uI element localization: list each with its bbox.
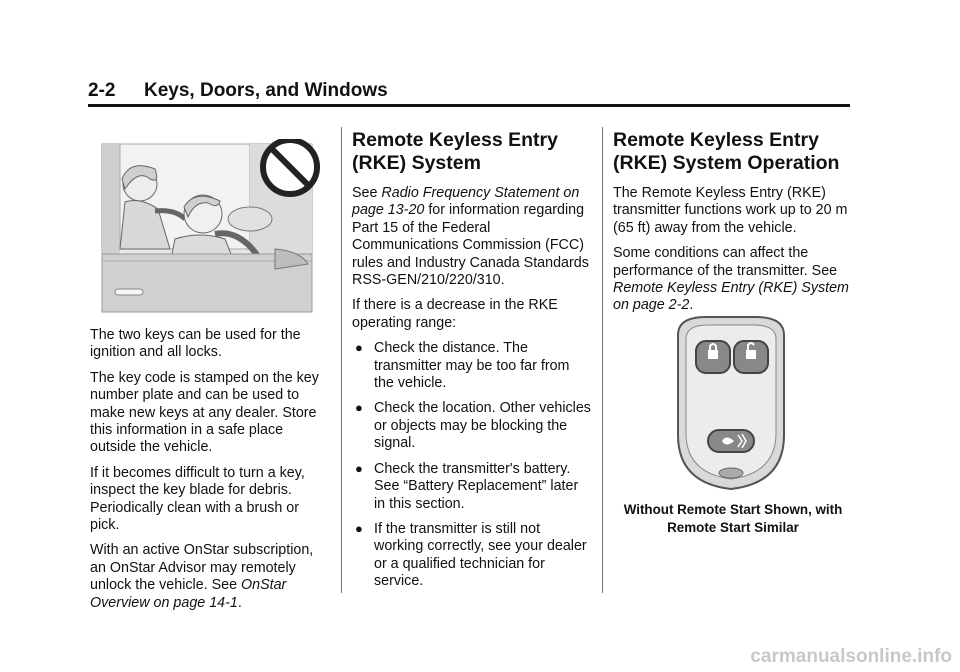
cross-reference-link[interactable]: Remote Keyless Entry (RKE) System on page 2-2 [613,280,849,314]
list-item [352,521,592,591]
bullet-icon: ● [355,400,363,416]
paragraph-text: With an active OnStar subscription, an OnStar Advisor may remotely unlock the vehicle. See [90,542,314,594]
paragraph [352,185,592,289]
paragraph-text: Some conditions can affect the performance of the transmitter. See [613,245,838,279]
paragraph: If there is a decrease in the RKE operating range: [352,297,558,331]
paragraph: The key code is stamped on the key number plate and can be used to make new keys at any dealer. Store this information in a safe place outside the vehicle. [90,369,319,456]
paragraph [613,245,853,315]
section-title: Keys, Doors, and Windows [144,80,388,101]
column-3 [613,129,853,323]
page-number: 2-2 [88,80,116,101]
key-fob-illustration [666,315,796,493]
bullet-list [352,340,592,590]
list-item-text: Check the transmitter's battery. See “Battery Replacement” later in this section. [374,460,579,512]
column-divider-2 [602,127,603,593]
children-in-vehicle-illustration [100,139,322,315]
paragraph: The Remote Keyless Entry (RKE) transmitter functions work up to 20 m (65 ft) away from the vehicle. [613,185,848,236]
column-1 [90,327,330,620]
cross-reference-link[interactable]: Radio Frequency Statement on page 13-20 [352,185,580,219]
list-item [352,461,592,513]
header-rule [88,104,850,107]
watermark: carmanualsonline.info [750,646,952,667]
cross-reference-link[interactable]: OnStar Overview on page 14-1 [90,577,287,611]
figure-caption: Without Remote Start Shown, with Remote Start Similar [623,502,843,535]
section-heading: Remote Keyless Entry (RKE) System Operation [613,129,840,174]
column-divider-1 [341,127,342,593]
bullet-icon: ● [355,520,363,536]
paragraph: If it becomes difficult to turn a key, inspect the key blade for debris. Periodically clean with a brush or pick. [90,464,305,534]
paragraph-end: . [689,297,694,314]
list-item [352,400,592,452]
paragraph [90,542,330,612]
column-2 [352,129,592,599]
list-item-text: Check the location. Other vehicles or objects may be blocking the signal. [374,400,591,452]
page-header [88,80,388,102]
section-heading: Remote Keyless Entry (RKE) System [352,129,558,174]
paragraph-text: See [352,185,382,201]
list-item-text: Check the distance. The transmitter may be too far from the vehicle. [374,340,570,392]
bullet-icon: ● [355,340,363,356]
paragraph-end: . [237,594,242,611]
paragraph-text: for information regarding Part 15 of the Federal Communications Commission (FCC) rules and Industry Canada Standards RSS-GEN/210/220/310. [352,202,589,289]
bullet-icon: ● [355,460,363,476]
list-item-text: If the transmitter is still not working correctly, see your dealer or a qualified technician for service. [374,520,587,590]
paragraph: The two keys can be used for the ignition and all locks. [90,327,301,361]
list-item [352,340,592,392]
